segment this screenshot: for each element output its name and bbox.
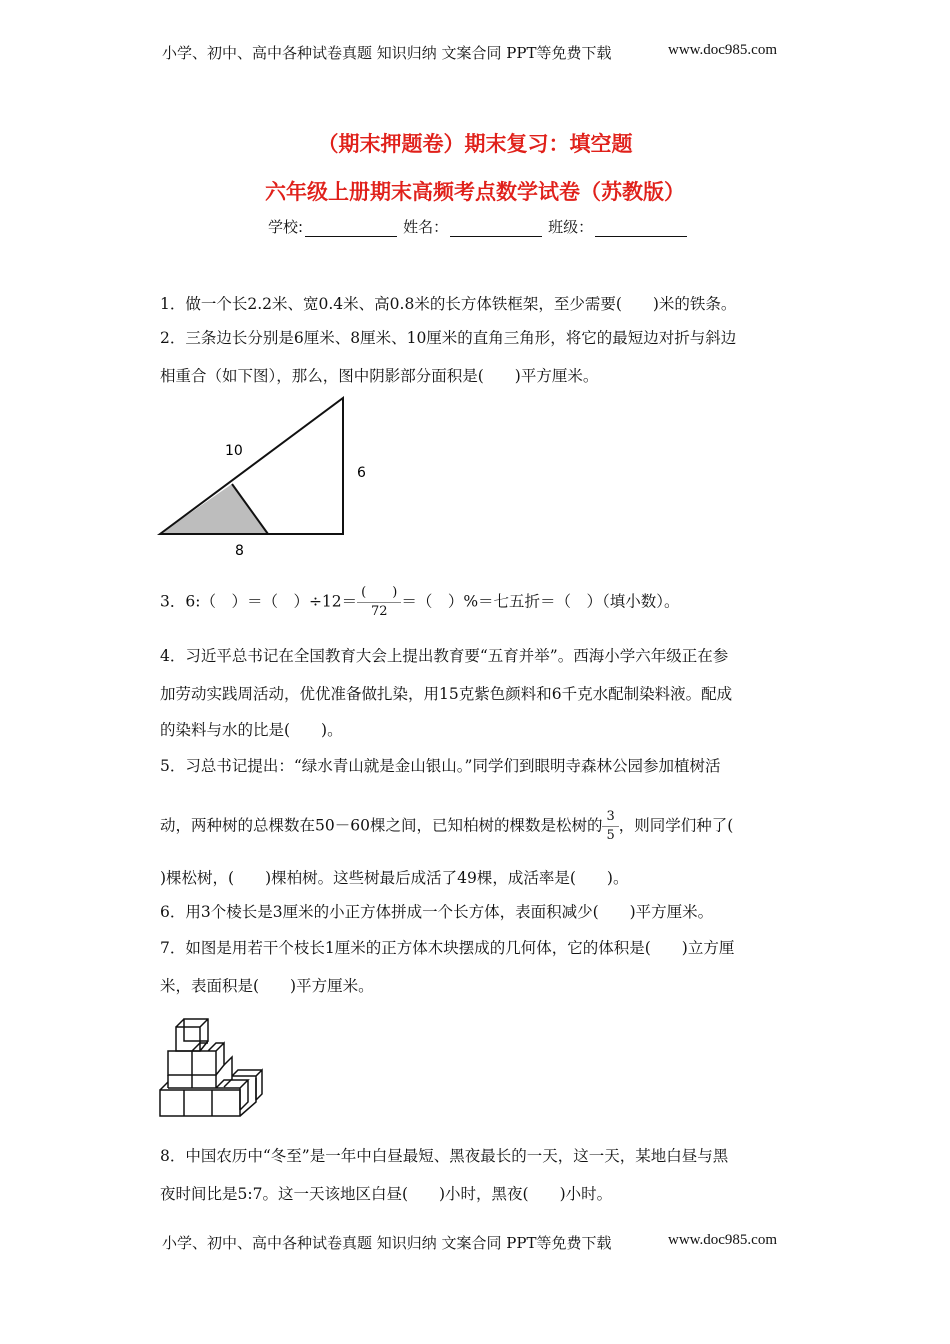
question-5-line3: )棵松树，( )棵柏树。这些树最后成活了49棵，成活率是( )。 xyxy=(160,869,629,887)
q5-part2: ，则同学们种了( xyxy=(618,816,734,835)
base-label: 8 xyxy=(235,543,244,559)
question-8-line1: 8．中国农历中“冬至”是一年中白昼最短、黑夜最长的一天，这一天，某地白昼与黑 xyxy=(160,1147,729,1165)
title-main: （期末押题卷）期末复习：填空题 xyxy=(317,132,633,156)
question-7-line2: 米，表面积是( )平方厘米。 xyxy=(160,977,374,995)
question-4-line1: 4．习近平总书记在全国教育大会上提出教育要“五育并举”。西海小学六年级正在参 xyxy=(160,647,729,665)
cube-layer-3-right xyxy=(232,1070,262,1100)
school-label: 学校: xyxy=(268,218,304,236)
page-footer xyxy=(0,1232,950,1256)
q3-fraction-den: 72 xyxy=(370,604,388,619)
question-5-line2 xyxy=(160,808,733,845)
page-header xyxy=(0,42,950,66)
class-label: 班级： xyxy=(548,218,594,236)
header-website[interactable]: www.doc985.com xyxy=(668,42,778,58)
q5-fraction xyxy=(602,808,618,845)
cube-bottom-row xyxy=(160,1078,256,1116)
school-blank[interactable] xyxy=(305,222,397,237)
question-2-line1: 2．三条边长分别是6厘米、8厘米、10厘米的直角三角形，将它的最短边对折与斜边 xyxy=(160,329,737,347)
cube-stack-figure xyxy=(155,1012,270,1120)
question-8-line2: 夜时间比是5:7。这一天该地区白昼( )小时，黑夜( )小时。 xyxy=(160,1185,613,1203)
footer-left-text: 小学、初中、高中各种试卷真题 知识归纳 文案合同 PPT等免费下载 xyxy=(162,1234,612,1252)
cube-top xyxy=(176,1019,208,1051)
question-1: 1．做一个长2.2米、宽0.4米、高0.8米的长方体铁框架，至少需要( )米的铁条。 xyxy=(160,295,737,313)
q5-part1: 动，两种树的总棵数在50－60棵之间，已知柏树的棵数是松树的 xyxy=(160,816,603,835)
question-4-line2: 加劳动实践周活动，优优准备做扎染，用15克紫色颜料和6千克水配制染料液。配成 xyxy=(160,685,733,703)
q3-part2: ＝（ ）%＝七五折＝（ ）（填小数）。 xyxy=(401,592,680,611)
short-label: 6 xyxy=(357,465,366,481)
question-2-line2: 相重合（如下图），那么，图中阴影部分面积是( )平方厘米。 xyxy=(160,367,599,385)
cube-layer-2-side xyxy=(224,1057,232,1087)
class-blank[interactable] xyxy=(595,222,687,237)
cube-layer-3 xyxy=(168,1075,248,1110)
student-info xyxy=(268,216,693,237)
shaded-region xyxy=(160,484,268,534)
footer-website[interactable]: www.doc985.com xyxy=(668,1232,778,1248)
q3-fraction xyxy=(357,584,401,621)
name-blank[interactable] xyxy=(450,222,542,237)
name-label: 姓名： xyxy=(403,218,449,236)
triangle-figure xyxy=(155,392,385,562)
question-5-line1: 5．习总书记提出：“绿水青山就是金山银山。”同学们到眼明寺森林公园参加植树活 xyxy=(160,757,721,775)
question-6: 6．用3个棱长是3厘米的小正方体拼成一个长方体，表面积减少( )平方厘米。 xyxy=(160,903,714,921)
question-7-line1: 7．如图是用若干个枝长1厘米的正方体木块摆成的几何体，它的体积是( )立方厘 xyxy=(160,939,735,957)
title-sub: 六年级上册期末高频考点数学试卷（苏教版） xyxy=(265,180,685,204)
header-left-text: 小学、初中、高中各种试卷真题 知识归纳 文案合同 PPT等免费下载 xyxy=(162,44,612,62)
q3-part1: 3．6:（ ）＝（ ）÷12＝ xyxy=(160,592,358,611)
question-4-line3: 的染料与水的比是( )。 xyxy=(160,721,343,739)
q5-fraction-den: 5 xyxy=(606,828,615,843)
question-3 xyxy=(160,584,680,621)
hyp-label: 10 xyxy=(225,443,243,459)
q3-fraction-num: ( ) xyxy=(357,584,401,603)
q5-fraction-num: 3 xyxy=(602,808,618,827)
